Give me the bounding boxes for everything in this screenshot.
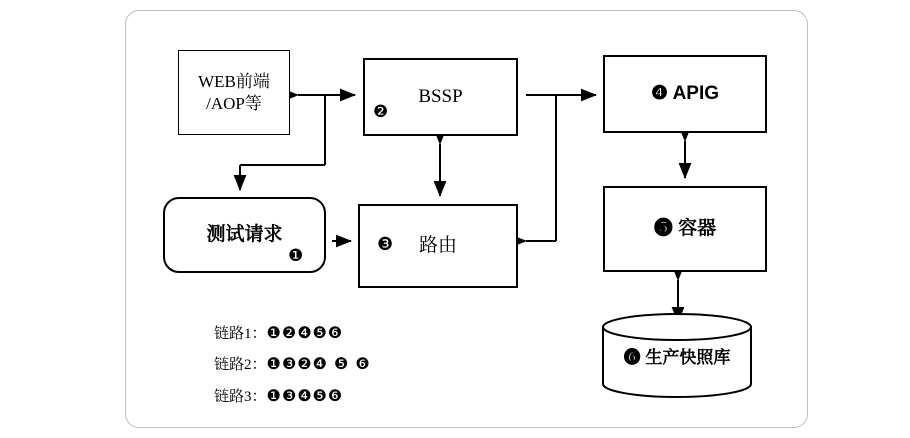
node-test-request-label: 测试请求 bbox=[206, 224, 283, 246]
node-web-frontend-line1: WEB前端 bbox=[198, 72, 270, 92]
node-container-label: ❺ 容器 bbox=[653, 218, 717, 240]
legend-item-2-name: 链路2： bbox=[214, 357, 267, 373]
node-bssp-label: BSSP bbox=[418, 86, 463, 108]
node-web-frontend-line2: /AOP等 bbox=[206, 93, 262, 113]
badge-3-icon: ❸ bbox=[377, 234, 394, 255]
node-container[interactable] bbox=[603, 186, 767, 272]
legend-item-3-name: 链路3： bbox=[214, 389, 267, 405]
legend-item-2 bbox=[214, 353, 371, 374]
legend-item-3-path: ❶❸❹❺❻ bbox=[266, 386, 344, 405]
legend-item-1-path: ❶❷❹❺❻ bbox=[266, 323, 344, 342]
node-apig-label: ❹ APIG bbox=[650, 83, 720, 105]
badge-1-icon: ❶ bbox=[288, 246, 304, 266]
badge-2-icon: ❷ bbox=[373, 102, 389, 122]
legend-item-1-name: 链路1： bbox=[214, 326, 267, 342]
legend-item-3 bbox=[214, 385, 343, 406]
node-snapshot-db-label: ❻ 生产快照库 bbox=[623, 348, 731, 367]
node-web-frontend[interactable] bbox=[178, 50, 290, 135]
node-apig[interactable] bbox=[603, 55, 767, 133]
node-snapshot-db[interactable] bbox=[601, 313, 753, 398]
node-route-label: 路由 bbox=[418, 235, 457, 257]
legend-item-2-path: ❶❸❷❹ ❺ ❻ bbox=[266, 354, 371, 373]
node-bssp[interactable] bbox=[363, 58, 518, 136]
legend-item-1 bbox=[214, 322, 343, 343]
